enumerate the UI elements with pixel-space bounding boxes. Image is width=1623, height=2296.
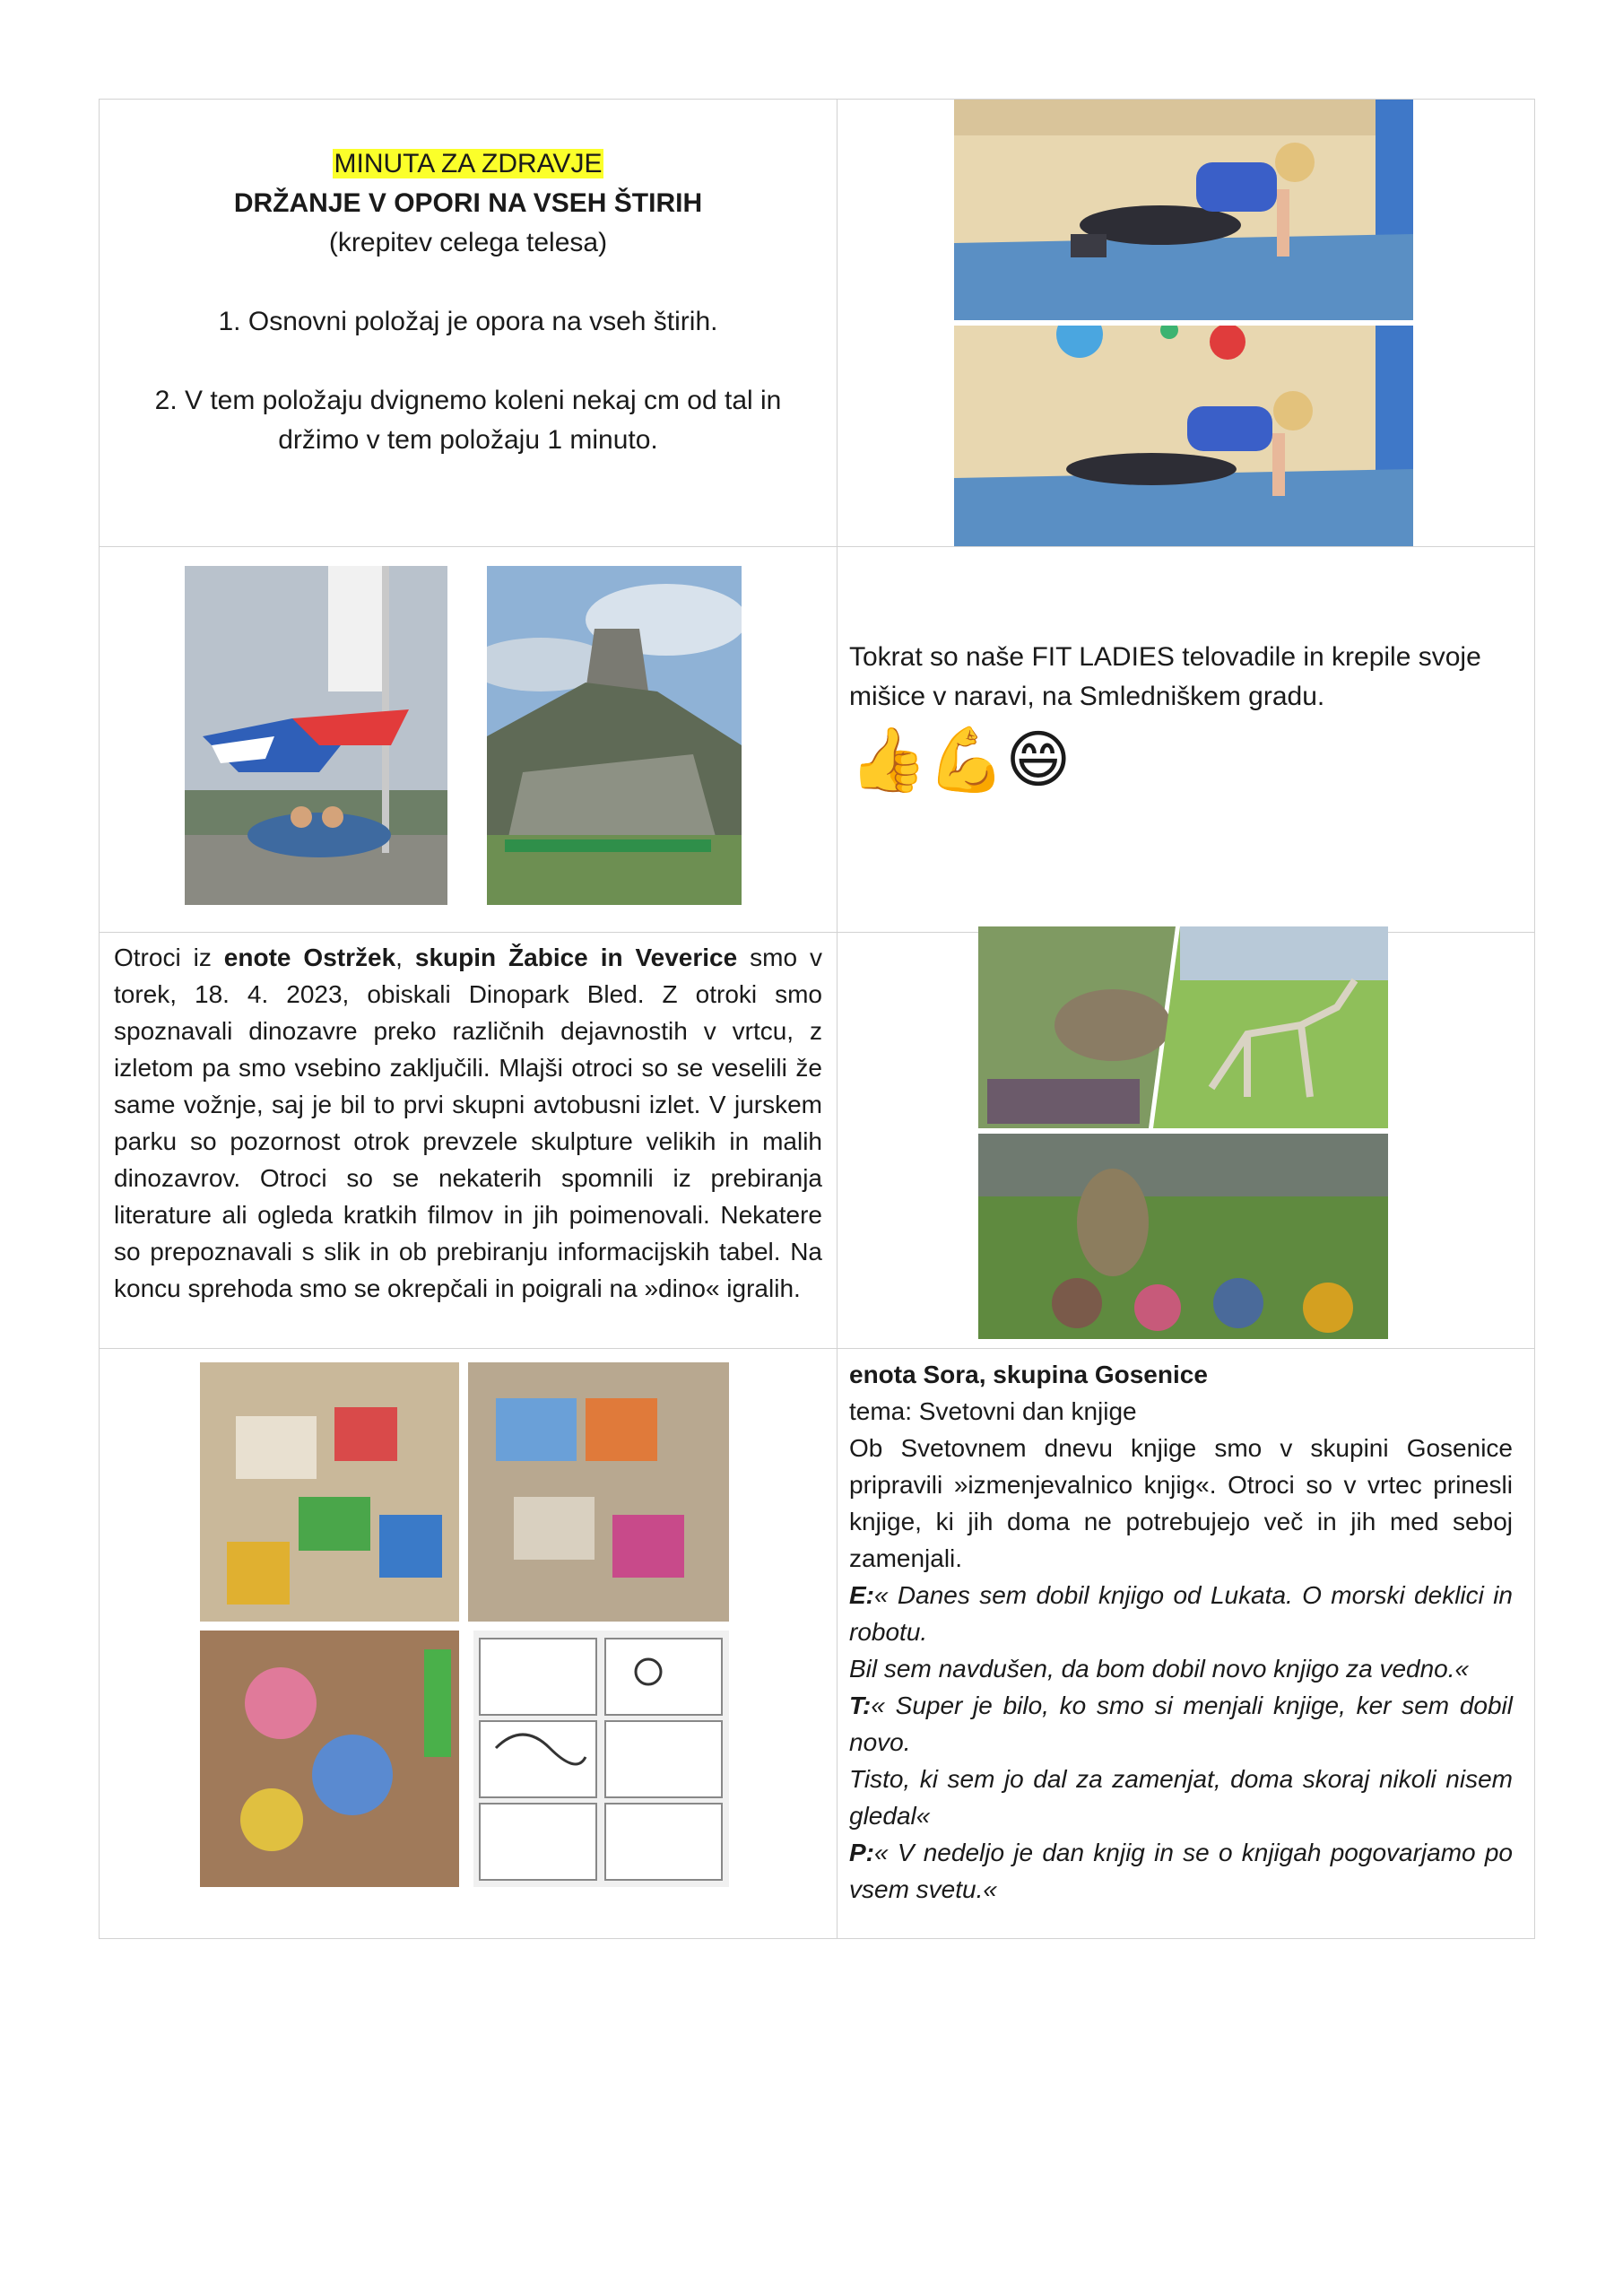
section-highlight-title: MINUTA ZA ZDRAVJE (334, 149, 603, 178)
book-section-heading: enota Sora, skupina Gosenice (849, 1361, 1208, 1388)
exercise-subtitle: (krepitev celega telesa) (328, 228, 608, 257)
unit-name: enote Ostržek (223, 944, 396, 971)
newsletter-table (99, 99, 1535, 1939)
exercise-cell (100, 100, 837, 546)
quote-label-t: T: (849, 1692, 872, 1719)
fit-ladies-cell (849, 638, 1513, 796)
quote-label-e: E: (849, 1581, 874, 1609)
book-section-theme: tema: Svetovni dan knjige (849, 1397, 1137, 1425)
exercise-photo-top (954, 100, 1413, 320)
castle-photo-flags (185, 566, 447, 905)
thumbs-up-muscle-smile-icon: 👍💪😄 (849, 725, 1072, 795)
dinopark-collage (978, 926, 1388, 1339)
exercise-title: DRŽANJE V OPORI NA VSEH ŠTIRIH (233, 188, 703, 218)
quote-t: « Super je bilo, ko smo si menjali knjige, ker sem dobil novo. (849, 1692, 1513, 1756)
dinopark-text: Otroci iz enote Ostržek, skupin Žabice in Veverice smo v torek, 18. 4. 2023, obiskali Dinopark Bled. Z otroki smo spoznavali dinozavre preko različnih dejavnostih v vrtcu, z izletom pa smo vsebino zaključili. Mlajši otroci so se veselili že same vožnje, saj je bil to prvi skupni avtobusni izlet. V jurskem parku so pozornost otrok prevzele skulpture velikih in malih dinozavrov. Otroci so se nekaterih spomnili iz prebiranja literature ali ogleda kratkih filmov in jih poimenovali. Nekatere so prepoznavali s slik in ob prebiranju informacijskih tabel. Na koncu sprehoda smo se okrepčali in poigrali na »dino« igralih. (114, 944, 822, 1302)
group-names: skupin Žabice in Veverice (414, 944, 738, 971)
exercise-step-2: 2. V tem položaju dvignemo koleni nekaj cm od tal in držimo v tem položaju 1 minuto. (154, 386, 782, 455)
column-divider (837, 100, 838, 1938)
exercise-step-1: 1. Osnovni položaj je opora na vseh štirih. (218, 307, 718, 336)
row-divider (100, 546, 1534, 547)
castle-photo-rock (487, 566, 742, 905)
book-exchange-text (849, 1349, 1513, 1908)
quote-p: « V nedeljo je dan knjig in se o knjigah pogovarjamo po vsem svetu.« (849, 1839, 1513, 1903)
quote-e: « Danes sem dobil knjigo od Lukata. O morski deklici in robotu. (849, 1581, 1513, 1646)
exercise-photo-bottom (954, 326, 1413, 546)
quote-e-continued: Bil sem navdušen, da bom dobil novo knjigo za vedno.« (849, 1655, 1470, 1683)
book-section-intro: Ob Svetovnem dnevu knjige smo v skupini Gosenice pripravili »izmenjevalnico knjig«. Otroci so v vrtec prinesli knjige, ki jih doma ne potrebujejo več in jih med seboj zamenjali. (849, 1434, 1513, 1572)
fit-ladies-text: Tokrat so naše FIT LADIES telovadile in krepile svoje mišice v naravi, na Smledniškem gradu. (849, 642, 1481, 711)
quote-label-p: P: (849, 1839, 874, 1866)
quote-t-continued: Tisto, ki sem jo dal za zamenjat, doma skoraj nikoli nisem gledal« (849, 1765, 1513, 1830)
book-exchange-collage (200, 1362, 729, 1887)
